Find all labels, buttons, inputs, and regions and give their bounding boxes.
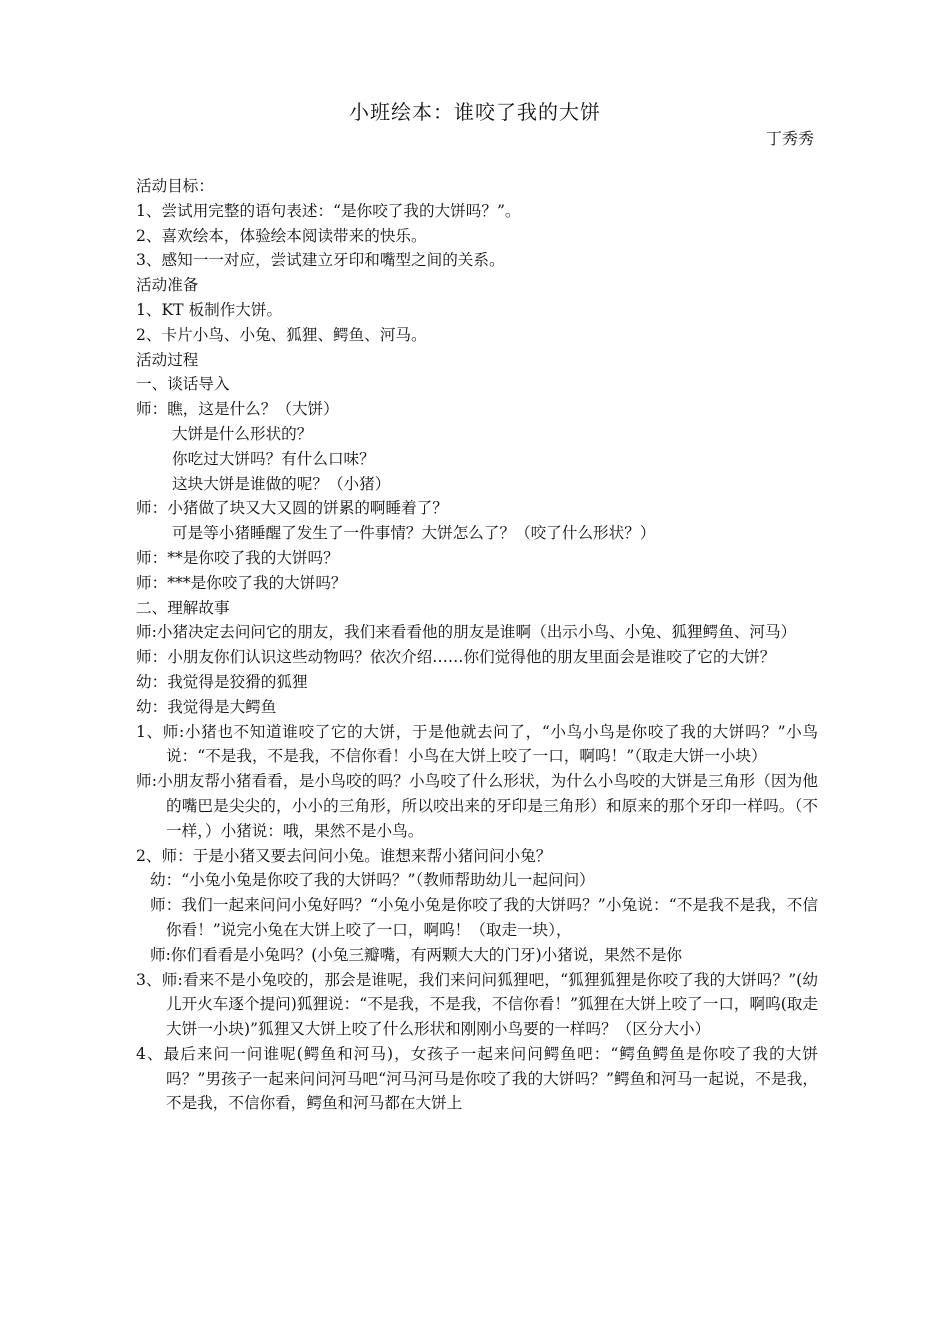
- paragraph: 2、卡片小鸟、小兔、狐狸、鳄鱼、河马。: [136, 325, 427, 344]
- paragraph: 幼：我觉得是大鳄鱼: [136, 697, 277, 716]
- paragraph: 4、最后来问一问谁呢(鳄鱼和河马)，女孩子一起来问问鳄鱼吧：“鳄鱼鳄鱼是你咬了我的大饼吗？”男孩子一起来问问河马吧“河马河马是你咬了我的大饼吗？”鳄鱼和河马一起说，不是我，不是我，不信你看，鳄鱼和河马都在大饼上: [136, 1044, 818, 1113]
- paragraph: 2、师：于是小猪又要去问问小兔。谁想来帮小猪问问小兔？: [136, 846, 552, 865]
- paragraph: 大饼是什么形状的？: [172, 424, 313, 443]
- section-heading: 活动目标：: [136, 177, 214, 195]
- section-heading: 活动过程: [136, 350, 199, 369]
- paragraph: 师:你们看看是小兔吗？(小兔三瓣嘴，有两颗大大的门牙)小猪说，果然不是你: [150, 945, 683, 964]
- paragraph: 师:小猪决定去问问它的朋友，我们来看看他的朋友是谁啊（出示小鸟、小兔、狐狸鳄鱼、河马）: [136, 623, 797, 642]
- paragraph: 2、喜欢绘本，体验绘本阅读带来的快乐。: [136, 226, 427, 245]
- paragraph: 幼：我觉得是狡猾的狐狸: [136, 672, 308, 691]
- paragraph: 师：**是你咬了我的大饼吗？: [136, 548, 339, 567]
- paragraph: 你吃过大饼吗？有什么口味？: [172, 449, 375, 468]
- section-heading: 二、理解故事: [136, 598, 230, 617]
- section-heading: 一、谈话导入: [136, 375, 230, 394]
- paragraph: 师：小朋友你们认识这些动物吗？依次介绍……你们觉得他的朋友里面会是谁咬了它的大饼？: [136, 648, 776, 667]
- paragraph: 3、师:看来不是小兔咬的，那会是谁呢，我们来问问狐狸吧，“狐狸狐狸是你咬了我的大饼吗？”(幼儿开火车逐个提问)狐狸说：“不是我，不是我，不信你看！”狐狸在大饼上咬了一口，啊呜(取走大饼一小块)”狐狸又大饼上咬了什么形状和刚刚小鸟要的一样吗？（区分大小）: [136, 970, 818, 1039]
- document-author: 丁秀秀: [765, 129, 814, 148]
- paragraph: 幼：“小兔小兔是你咬了我的大饼吗？”（教师帮助幼儿一起问问）: [150, 871, 595, 890]
- paragraph: 这块大饼是谁做的呢？（小猪）: [172, 474, 391, 493]
- paragraph: 师：***是你咬了我的大饼吗？: [136, 573, 347, 592]
- paragraph: 师：我们一起来问问小兔好吗？“小兔小兔是你咬了我的大饼吗？”小兔说：“不是我不是我，不信你看！”说完小兔在大饼上咬了一口，啊呜！（取走一块），: [150, 896, 818, 939]
- section-heading: 活动准备: [136, 276, 199, 295]
- paragraph: 可是等小猪睡醒了发生了一件事情？大饼怎么了？（咬了什么形状？）: [172, 524, 656, 543]
- paragraph: 师:小朋友帮小猪看看，是小鸟咬的吗？小鸟咬了什么形状，为什么小鸟咬的大饼是三角形（因为他的嘴巴是尖尖的，小小的三角形，所以咬出来的牙印是三角形）和原来的那个牙印一样吗。（不一样，）小猪说：哦，果然不是小鸟。: [136, 772, 818, 840]
- paragraph: 师：瞧，这是什么？（大饼）: [136, 400, 339, 419]
- document-body: [136, 174, 818, 1116]
- paragraph: 师：小猪做了块又大又圆的饼累的啊睡着了？: [136, 499, 448, 518]
- paragraph: 1、师:小猪也不知道谁咬了它的大饼，于是他就去问了，“小鸟小鸟是你咬了我的大饼吗？”小鸟说：“不是我，不是我，不信你看！小鸟在大饼上咬了一口，啊呜！”（取走大饼一小块）: [136, 722, 818, 766]
- paragraph: 3、感知一一对应，尝试建立牙印和嘴型之间的关系。: [136, 251, 505, 270]
- paragraph: 1、尝试用完整的语句表述：“是你咬了我的大饼吗？”。: [136, 201, 521, 220]
- paragraph: 1、KT 板制作大饼。: [136, 300, 283, 319]
- document-title: 小班绘本：谁咬了我的大饼: [349, 100, 601, 124]
